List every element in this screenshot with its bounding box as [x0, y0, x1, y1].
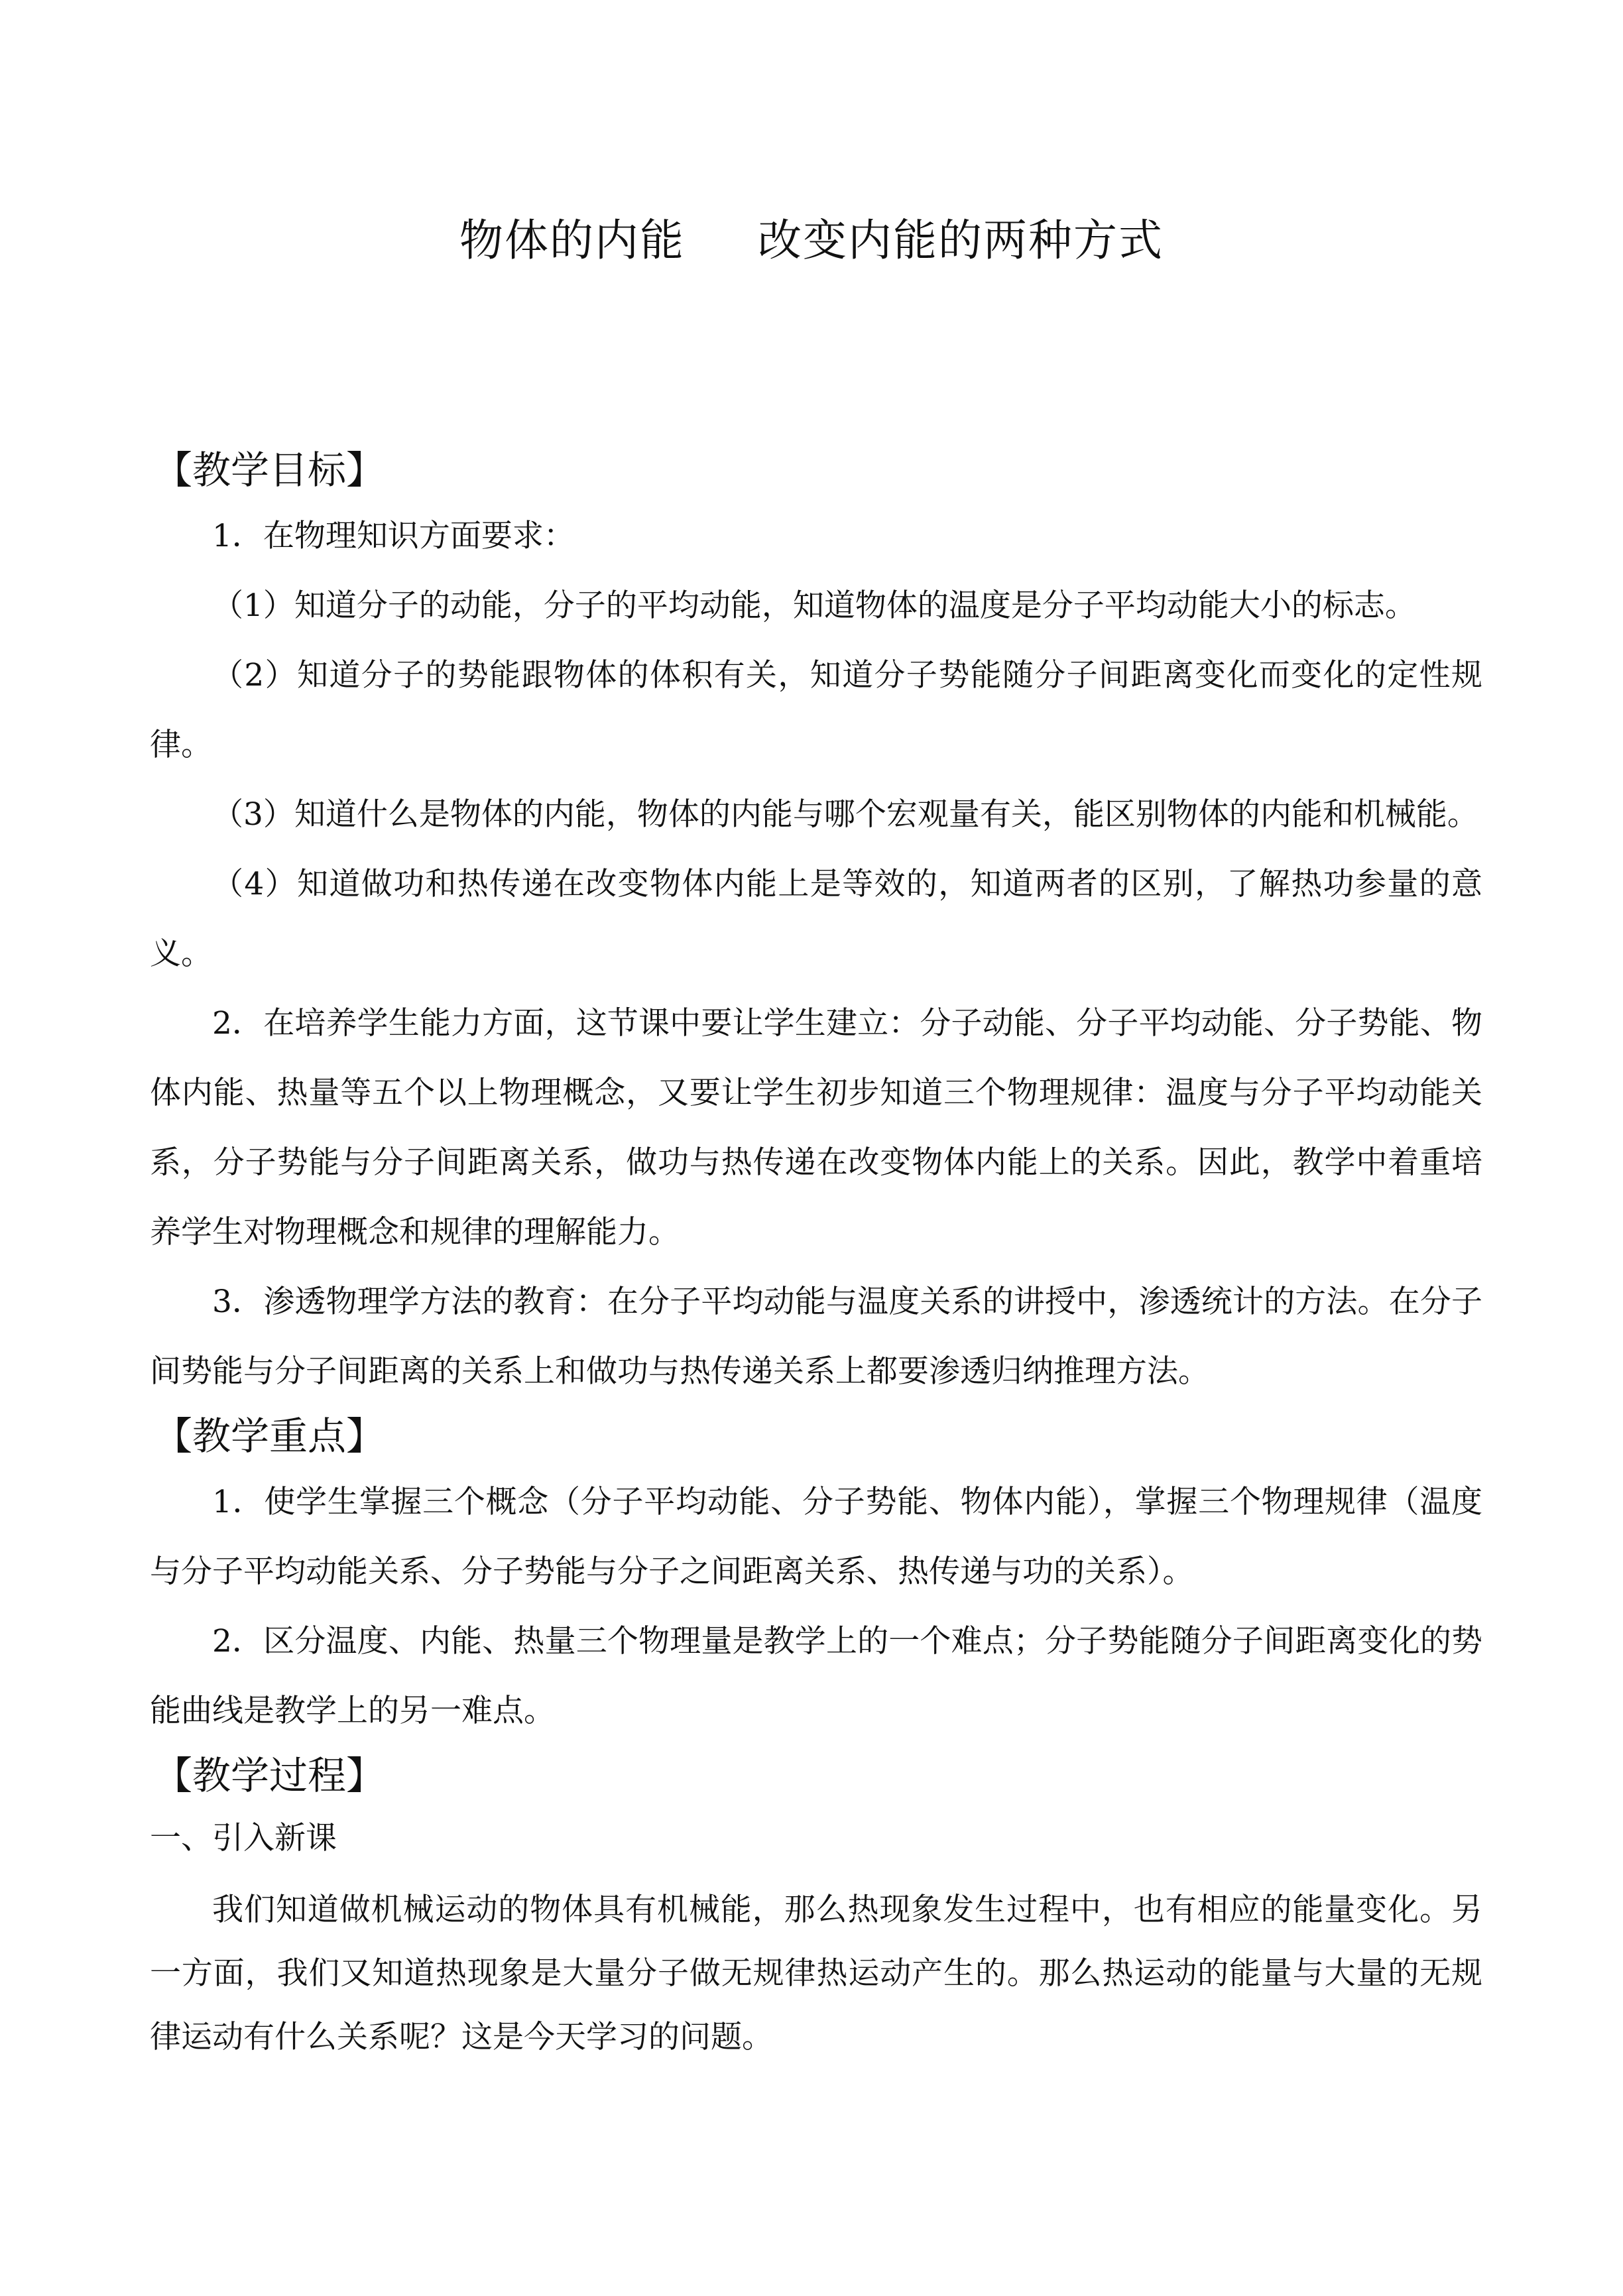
section-heading-objectives: 【教学目标】 — [154, 448, 385, 493]
paragraph: （4）知道做功和热传递在改变物体内能上是等效的，知道两者的区别，了解热功参量的意义。 — [150, 866, 1482, 972]
section-heading-key-points: 【教学重点】 — [154, 1414, 385, 1459]
section-heading-process: 【教学过程】 — [154, 1753, 385, 1798]
title-part-right: 改变内能的两种方式 — [758, 215, 1164, 266]
paragraph: 我们知道做机械运动的物体具有机械能，那么热现象发生过程中，也有相应的能量变化。另一方面，我们又知道热现象是大量分子做无规律热运动产生的。那么热运动的能量与大量的无规律运动有什么关系呢？这是今天学习的问题。 — [150, 1892, 1482, 2055]
paragraph: 2．区分温度、内能、热量三个物理量是教学上的一个难点；分子势能随分子间距离变化的势能曲线是教学上的另一难点。 — [150, 1623, 1482, 1729]
paragraph: 2．在培养学生能力方面，这节课中要让学生建立：分子动能、分子平均动能、分子势能、物体内能、热量等五个以上物理概念，又要让学生初步知道三个物理规律：温度与分子平均动能关系，分子势能与分子间距离关系，做功与热传递在改变物体内能上的关系。因此，教学中着重培养学生对物理概念和规律的理解能力。 — [150, 1005, 1482, 1250]
paragraph: （3）知道什么是物体的内能，物体的内能与哪个宏观量有关，能区别物体的内能和机械能。 — [212, 796, 1478, 833]
subsection-heading: 一、引入新课 — [150, 1820, 337, 1856]
paragraph: 3．渗透物理学方法的教育：在分子平均动能与温度关系的讲授中，渗透统计的方法。在分子间势能与分子间距离的关系上和做功与热传递关系上都要渗透归纳推理方法。 — [150, 1284, 1482, 1390]
paragraph: （2）知道分子的势能跟物体的体积有关，知道分子势能随分子间距离变化而变化的定性规律。 — [150, 657, 1482, 763]
paragraph: 1．使学生掌握三个概念（分子平均动能、分子势能、物体内能），掌握三个物理规律（温度与分子平均动能关系、分子势能与分子之间距离关系、热传递与功的关系）。 — [150, 1484, 1482, 1590]
paragraph: （1）知道分子的动能，分子的平均动能，知道物体的温度是分子平均动能大小的标志。 — [212, 587, 1416, 624]
document-body — [150, 440, 1482, 2069]
page-title — [0, 211, 1623, 271]
paragraph: 1．在物理知识方面要求： — [212, 518, 575, 554]
title-part-left: 物体的内能 — [459, 215, 685, 266]
